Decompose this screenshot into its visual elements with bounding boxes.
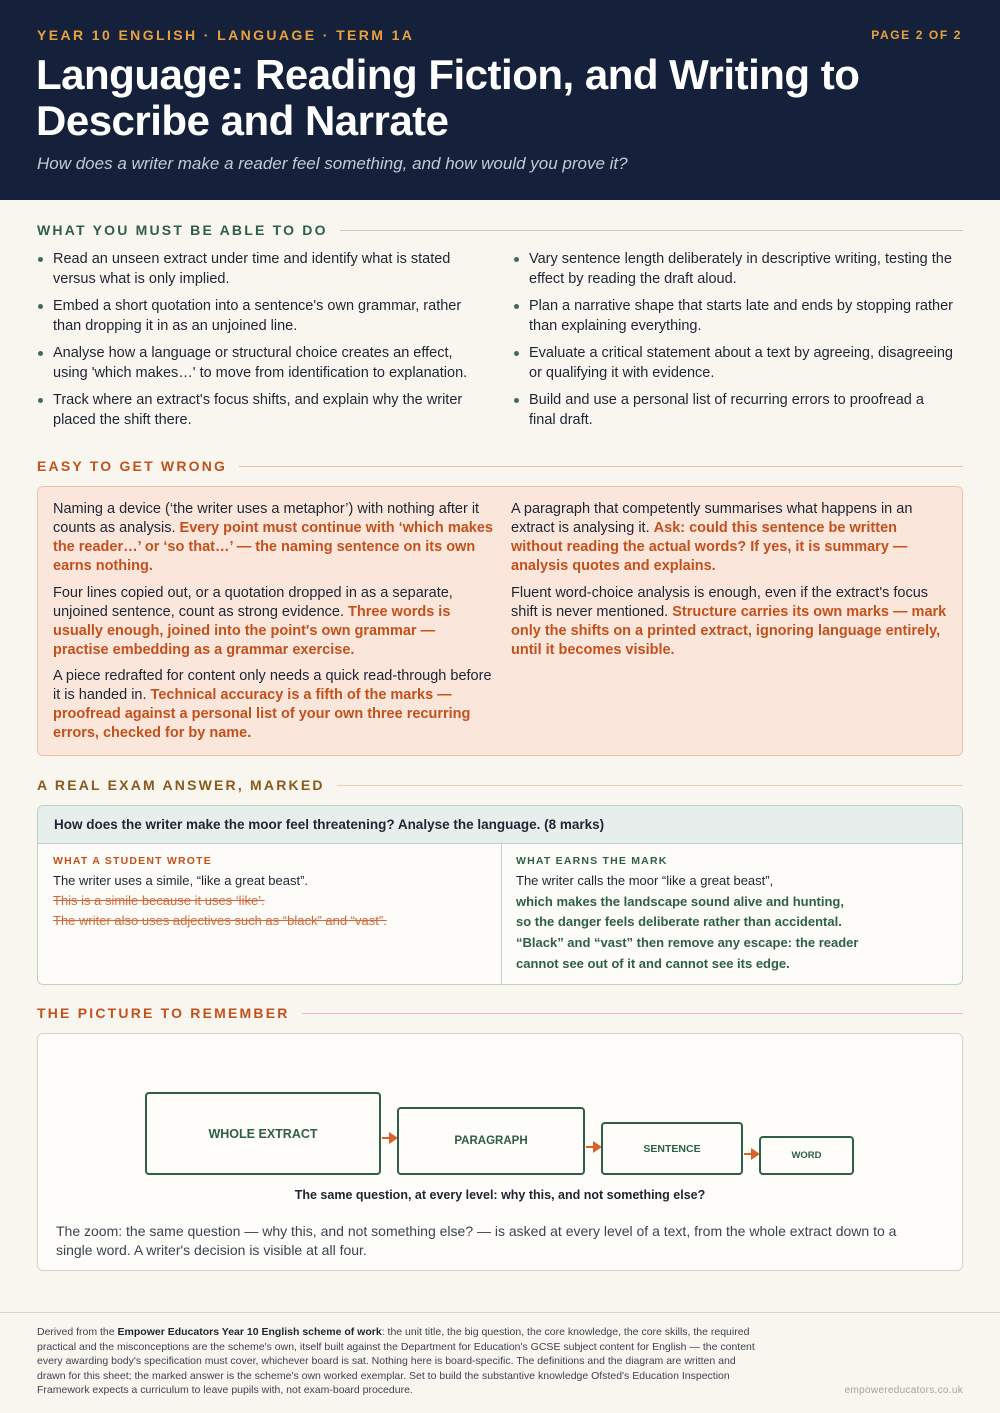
skill-item: Embed a short quotation into a sentence's own grammar, rather than dropping it in as an unjoined line. [37, 297, 477, 336]
skills-heading-label: WHAT YOU MUST BE ABLE TO DO [37, 222, 328, 238]
zoom-level-word: WORD [759, 1136, 854, 1175]
zoom-arrow [744, 1153, 758, 1155]
misconception-item [53, 584, 493, 660]
source-name: Empower Educators Year 10 English scheme of work [117, 1326, 382, 1338]
skills-list-right [513, 250, 953, 438]
page-number: PAGE 2 OF 2 [871, 28, 962, 42]
misconception-item [511, 584, 951, 660]
skill-item: Build and use a personal list of recurring errors to proofread a final draft. [513, 391, 953, 430]
misconception-item [53, 667, 493, 743]
source-note-body: : the unit title, the big question, the core knowledge, the core skills, the required practical and the misconceptions are the scheme's own, itself built against the Department for Education's GCSE subject content for English — the content every awarding body's specification must cover, whichever board is sat. Nothing here is board-specific. The definitions and the diagram are written and drawn for this sheet; the marked answer is the scheme's own worked exemplar. Set to build the substantive knowledge Ofsted's Education Inspection Framework expects a curriculum to leave pupils with, not exam-board procedure. [37, 1326, 755, 1397]
model-line-explanation: “Black” and “vast” then remove any escape: the reader [516, 935, 859, 950]
misconception-text: Four lines copied out, or a quotation dropped in as a separate, unjoined sentence, count as strong evidence. [53, 585, 453, 620]
picture-heading [37, 1003, 963, 1023]
misconception-text: Fluent word-choice analysis is enough, even if the extract's focus shift is never mentioned. [511, 585, 929, 620]
student-line-struck: This is a simile because it uses ‘like’. [53, 893, 265, 908]
page-title: Language: Reading Fiction, and Writing to Describe and Narrate [36, 51, 860, 144]
misconception-fix: Ask: could this sentence be written without reading the actual words? If yes, it is summary — analysis quotes and explains. [511, 520, 908, 574]
misconception-text: A paragraph that competently summarises what happens in an extract is analysing it. [511, 501, 913, 536]
wrong-heading-label: EASY TO GET WRONG [37, 458, 228, 474]
diagram-caption: The same question, at every level: why this, and not something else? [294, 1188, 706, 1202]
big-question: How does a writer make a reader feel something, and how would you prove it? [37, 154, 628, 173]
misconception-fix: Three words is usually enough, joined into the point's own grammar — practise embedding as a grammar exercise. [53, 604, 451, 658]
skill-item: Evaluate a critical statement about a text by agreeing, disagreeing or qualifying it with evidence. [513, 344, 953, 383]
picture-heading-label: THE PICTURE TO REMEMBER [37, 1005, 290, 1021]
model-line-explanation: so the danger feels deliberate rather than accidental. [516, 914, 842, 929]
student-line-struck: The writer also uses adjectives such as “black” and “vast”. [53, 913, 387, 928]
wrong-heading [37, 456, 963, 476]
exam-question: How does the writer make the moor feel threatening? Analyse the language. (8 marks) [38, 806, 963, 844]
misconception-text: A piece redrafted for content only needs a quick read-through before it is handed in. [53, 668, 492, 703]
exam-answer-panel [37, 805, 963, 985]
model-line-explanation: which makes the landscape sound alive and hunting, [516, 894, 844, 909]
skill-item: Plan a narrative shape that starts late and ends by stopping rather than explaining everything. [513, 297, 953, 336]
footer-divider [0, 1312, 1000, 1313]
zoom-level-paragraph: PARAGRAPH [397, 1107, 585, 1175]
misconception-item [511, 500, 951, 576]
misconception-fix: Structure carries its own marks — mark only the shifts on a printed extract, ignoring language entirely, until it becomes visible. [511, 604, 947, 658]
exam-heading-rule [337, 785, 963, 786]
picture-heading-rule [302, 1013, 963, 1014]
website-url: empowereducators.co.uk [844, 1385, 963, 1396]
source-note-lead: Derived from the [37, 1326, 118, 1338]
skills-heading [37, 220, 963, 240]
model-line-explanation: cannot see out of it and cannot see its edge. [516, 956, 790, 971]
student-answer-label: WHAT A STUDENT WROTE [53, 855, 212, 867]
zoom-level-sentence: SENTENCE [601, 1122, 743, 1175]
skills-list-left [37, 250, 477, 438]
misconception-text: Naming a device (‘the writer uses a metaphor’) with nothing after it counts as analysis. [53, 501, 480, 536]
column-divider [501, 844, 502, 985]
header-banner [0, 0, 1000, 200]
zoom-level-whole-extract: WHOLE EXTRACT [145, 1092, 381, 1175]
exam-heading [37, 775, 963, 795]
misconception-fix: Every point must continue with ‘which makes the reader…’ or ‘so that…’ — the naming sentence on its own earns nothing. [53, 520, 493, 574]
misconception-item [53, 500, 493, 576]
wrong-heading-rule [239, 466, 963, 467]
exam-heading-label: A REAL EXAM ANSWER, MARKED [37, 777, 325, 793]
zoom-arrow [586, 1146, 600, 1148]
skill-item: Track where an extract's focus shifts, and explain why the writer placed the shift there. [37, 391, 477, 430]
zoom-explanation: The zoom: the same question — why this, and not something else? — is asked at every level of a text, from the whole extract down to a single word. A writer's decision is visible at all four. [56, 1223, 897, 1258]
zoom-arrow [382, 1137, 396, 1139]
student-line: The writer uses a simile, “like a great beast”. [53, 873, 309, 888]
model-line: The writer calls the moor “like a great beast”, [516, 873, 774, 888]
skills-heading-rule [340, 230, 963, 231]
misconceptions-panel [37, 486, 963, 756]
source-note [37, 1325, 757, 1398]
model-answer-label: WHAT EARNS THE MARK [516, 855, 668, 867]
course-kicker: YEAR 10 ENGLISH · LANGUAGE · TERM 1A [37, 27, 415, 43]
misconception-fix: Technical accuracy is a fifth of the marks — proofread against a personal list of your own three recurring errors, checked for by name. [53, 687, 471, 741]
skill-item: Analyse how a language or structural choice creates an effect, using 'which makes…' to move from identification to explanation. [37, 344, 477, 383]
skill-item: Read an unseen extract under time and identify what is stated versus what is only implied. [37, 250, 477, 289]
skill-item: Vary sentence length deliberately in descriptive writing, testing the effect by reading the draft aloud. [513, 250, 953, 289]
